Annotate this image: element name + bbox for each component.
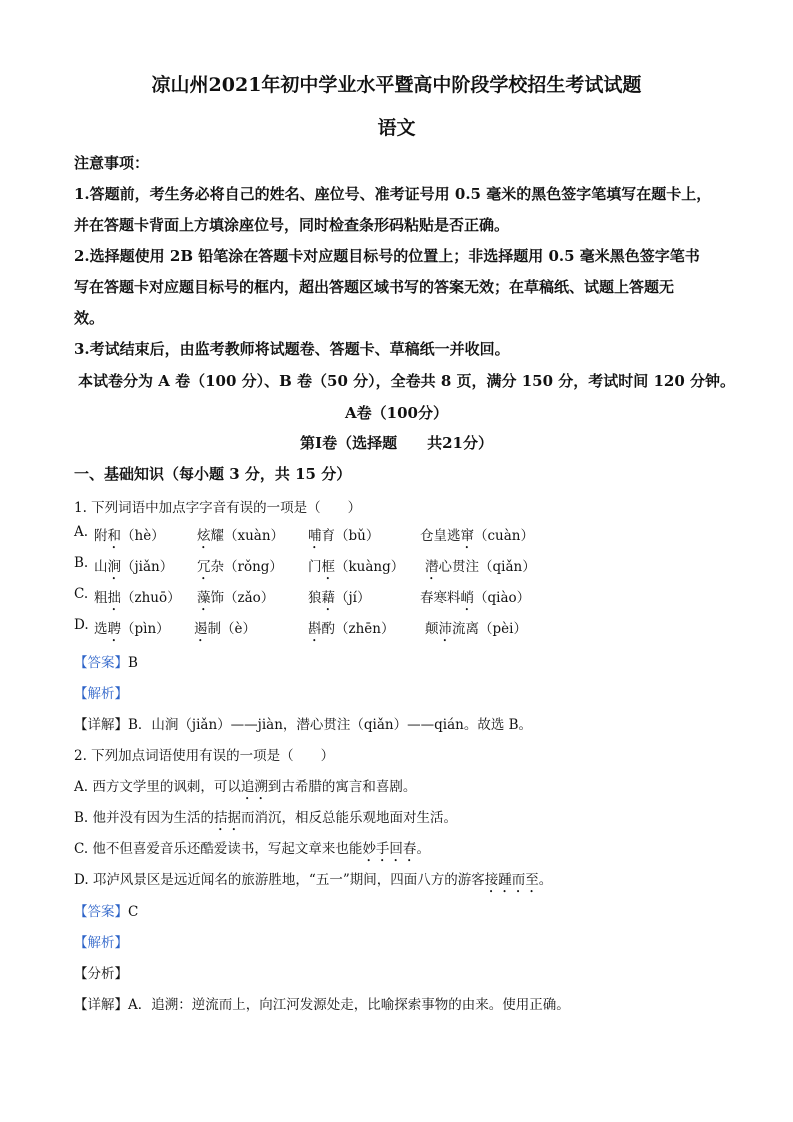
q1-option-d xyxy=(74,617,89,633)
q1-option-a xyxy=(74,524,88,540)
q1-d-word2: 遏制（è） xyxy=(194,621,256,637)
q2-stem: 2. 下列加点词语使用有误的一项是（ ） xyxy=(74,748,335,764)
detail-text: A．追溯：逆流而上，向江河发源处走，比喻探索事物的由来。使用正确。 xyxy=(128,997,570,1013)
q1-stem: 1. 下列词语中加点字字音有误的一项是（ ） xyxy=(74,500,362,516)
q1-c-word2: 藻饰（zǎo） xyxy=(197,590,275,606)
analysis-tag: 【解析】 xyxy=(74,686,128,702)
q1-a-word3: 哺育（bǔ） xyxy=(308,528,380,544)
option-label: C. xyxy=(74,586,89,602)
q2-option-b: B. 他并没有因为生活的拮据而消沉，相反总能乐观地面对生活。 xyxy=(74,810,458,826)
part1-heading: 第Ⅰ卷（选择题 共21分） xyxy=(300,434,493,452)
notice-item1-line2: 并在答题卡背面上方填涂座位号，同时检查条形码粘贴是否正确。 xyxy=(74,216,510,234)
q1-d-word1: 选聘（pìn） xyxy=(94,621,170,637)
dotted-term: 追溯 xyxy=(240,779,268,795)
q2-analysis xyxy=(74,931,128,951)
exam-title: 凉山州2021年初中学业水平暨高中阶段学校招生考试试题 xyxy=(151,74,642,96)
notice-item1-line1: 1.答题前，考生务必将自己的姓名、座位号、准考证号用 0.5 毫米的黑色签字笔填写在题卡上， xyxy=(74,185,712,203)
option-label: B. xyxy=(74,555,89,571)
notice-heading: 注意事项： xyxy=(74,154,150,172)
q2-option-c: C. 他不但喜爱音乐还酷爱读书，写起文章来也能妙手回春。 xyxy=(74,841,430,857)
q1-c-word4: 春寒料峭（qiào） xyxy=(420,590,531,606)
subject-title: 语文 xyxy=(377,117,416,139)
dotted-term: 妙手回春 xyxy=(362,841,417,857)
answer-value: B xyxy=(128,655,138,671)
q2-option-d: D. 邛泸风景区是远近闻名的旅游胜地，“五一”期间，四面八方的游客接踵而至。 xyxy=(74,872,553,888)
dotted-term: 接踵而至 xyxy=(484,872,539,888)
q1-a-word1: 附和（hè） xyxy=(94,528,165,544)
notice-item2-line3: 效。 xyxy=(74,309,105,327)
q1-d-word4: 颠沛流离（pèi） xyxy=(425,621,527,637)
notice-item2-line1: 2.选择题使用 2B 铅笔涂在答题卡对应题目标号的位置上；非选择题用 0.5 毫米黑色签字笔书 xyxy=(74,247,700,265)
q1-c-word1: 粗拙（zhuō） xyxy=(94,590,181,606)
q2-detail xyxy=(74,993,570,1013)
analysis-tag: 【解析】 xyxy=(74,935,128,951)
q1-d-word3: 斟酌（zhēn） xyxy=(308,621,395,637)
answer-tag: 【答案】 xyxy=(74,904,128,920)
notice-item3: 3.考试结束后，由监考教师将试题卷、答题卡、草稿纸一并收回。 xyxy=(74,340,510,358)
q1-answer xyxy=(74,651,138,671)
option-label: D. xyxy=(74,617,89,633)
answer-value: C xyxy=(128,904,139,920)
q2-fenxi xyxy=(74,962,128,982)
volume-a-heading: A卷（100分） xyxy=(345,404,448,422)
q2-answer xyxy=(74,900,138,920)
q1-option-b xyxy=(74,555,88,571)
detail-tag: 【详解】 xyxy=(74,717,128,733)
q1-b-word1: 山涧（jiǎn） xyxy=(94,559,174,575)
detail-text: B．山涧（jiǎn）——jiàn，潜心贯注（qiǎn）——qián。故选 B。 xyxy=(128,717,533,733)
exam-summary: 本试卷分为 A 卷（100 分）、B 卷（50 分），全卷共 8 页，满分 150 分，考试时间 120 分钟。 xyxy=(78,372,736,390)
answer-tag: 【答案】 xyxy=(74,655,128,671)
dotted-term: 拮据 xyxy=(214,810,242,826)
q1-a-word4: 仓皇逃窜（cuàn） xyxy=(420,528,534,544)
q1-c-word3: 狼藉（jí） xyxy=(308,590,371,606)
q1-analysis xyxy=(74,682,128,702)
detail-tag: 【详解】 xyxy=(74,997,128,1013)
q1-detail xyxy=(74,713,532,733)
q1-b-word4: 潜心贯注（qiǎn） xyxy=(425,559,536,575)
q1-option-c xyxy=(74,586,88,602)
notice-item2-line2: 写在答题卡对应题目标号的框内，超出答题区域书写的答案无效；在草稿纸、试题上答题无 xyxy=(74,278,675,296)
q1-a-word2: 炫耀（xuàn） xyxy=(197,528,285,544)
q1-b-word3: 门框（kuàng） xyxy=(308,559,405,575)
q1-b-word2: 冗杂（rǒng） xyxy=(197,559,283,575)
option-label: A. xyxy=(74,524,89,540)
section1-heading: 一、基础知识（每小题 3 分，共 15 分） xyxy=(74,465,352,483)
q2-option-a: A. 西方文学里的讽刺，可以追溯到古希腊的寓言和喜剧。 xyxy=(74,779,417,795)
fenxi-tag: 【分析】 xyxy=(74,966,128,982)
